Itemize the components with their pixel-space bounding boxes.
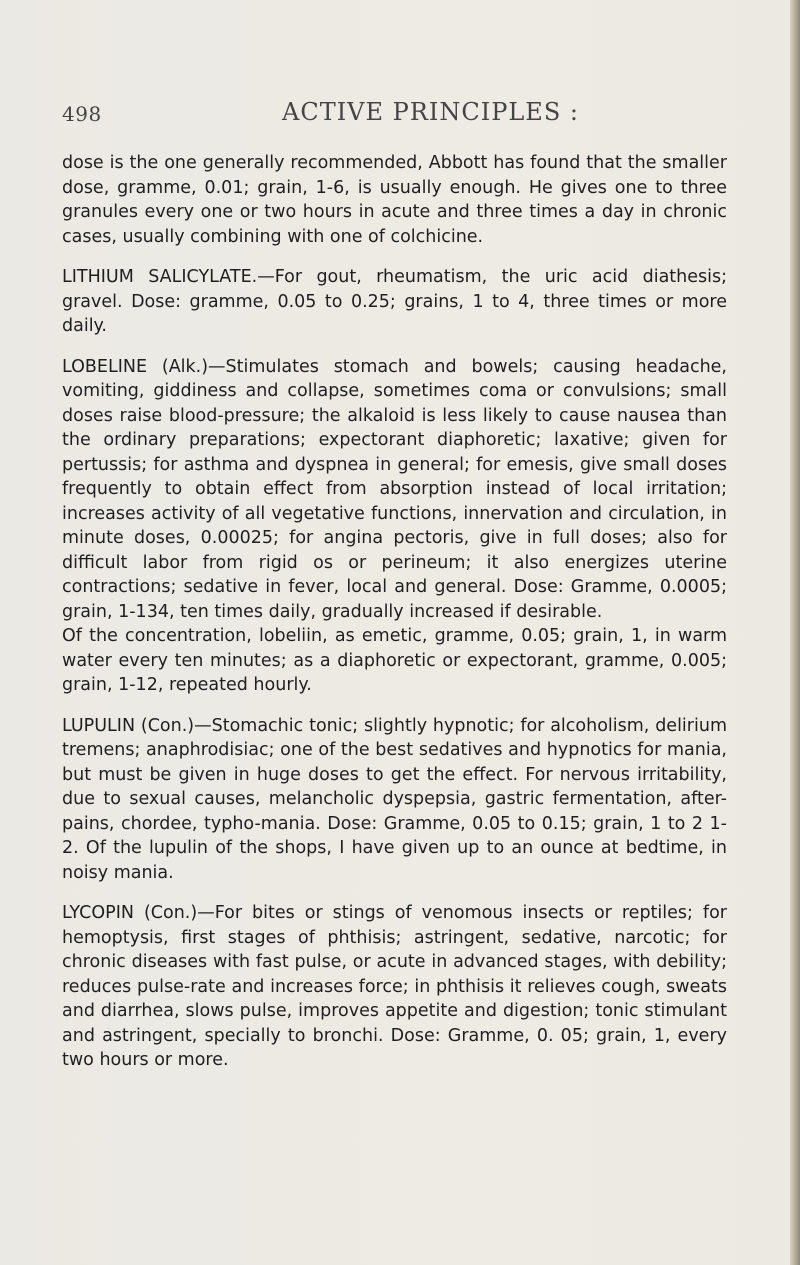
page-header [62,98,722,134]
paragraph-lycopin: LYCOPIN (Con.)—For bites or stings of venomous insects or reptiles; for hemoptysis, first stages of phthisis; astringent, sedative, narcotic; for chronic diseases with fast pulse, or acute in advanced stages, with debility; reduces pulse-rate and increases force; in phthisis it relieves cough, sweats and diarrhea, slows pulse, improves appetite and digestion; tonic stimulant and astringent, specially to bronchi. Dose: Gramme, 0. 05; grain, 1, every two hours or more. [62,903,727,1070]
body-text [62,151,727,1073]
page-edge [790,0,800,1265]
paragraph-abbott-dose: dose is the one generally recommended, Abbott has found that the smaller dose, gramme, 0.01; grain, 1-6, is usually enough. He gives one to three granules every one or two hours in acute and three times a day in chronic cases, usually combining with one of colchicine. [62,153,727,247]
running-head: ACTIVE PRINCIPLES : [282,98,579,126]
paragraph-lupulin: LUPULIN (Con.)—Stomachic tonic; slightly hypnotic; for alcoholism, delirium tremens; anaphrodisiac; one of the best sedatives and hypnotics for mania, but must be given in huge doses to get the effect. For nervous irritability, due to sexual causes, melancholic dyspepsia, gastric fermentation, after-pains, chordee, typho-mania. Dose: Gramme, 0.05 to 0.15; grain, 1 to 2 1-2. Of the lupulin of the shops, I have given up to an ounce at bedtime, in noisy mania. [62,715,727,883]
paragraph-lobeliin: Of the concentration, lobeliin, as emetic, gramme, 0.05; grain, 1, in warm water every ten minutes; as a diaphoretic or expectorant, gramme, 0.005; grain, 1-12, repeated hourly. [62,626,727,695]
page-number: 498 [62,102,102,126]
paragraph-lobeline: LOBELINE (Alk.)—Stimulates stomach and bowels; causing headache, vomiting, giddiness and collapse, sometimes coma or convulsions; small doses raise blood-pressure; the alkaloid is less likely to cause nausea than the ordinary preparations; expectorant diaphoretic; laxative; given for pertussis; for asthma and dyspnea in general; for emesis, give small doses frequently to obtain effect from absorption instead of local irritation; increases activity of all vegetative functions, innervation and circulation, in minute doses, 0.00025; for angina pectoris, give in full doses; also for difficult labor from rigid os or perineum; it also energizes uterine contractions; sedative in fever, local and general. Dose: Gramme, 0.0005; grain, 1-134, ten times daily, gradually increased if desirable. [62,356,727,622]
paragraph-lithium-salicylate: LITHIUM SALICYLATE.—For gout, rheumatism, the uric acid diathesis; gravel. Dose: gramme, 0.05 to 0.25; grains, 1 to 4, three times or more daily. [62,267,727,336]
